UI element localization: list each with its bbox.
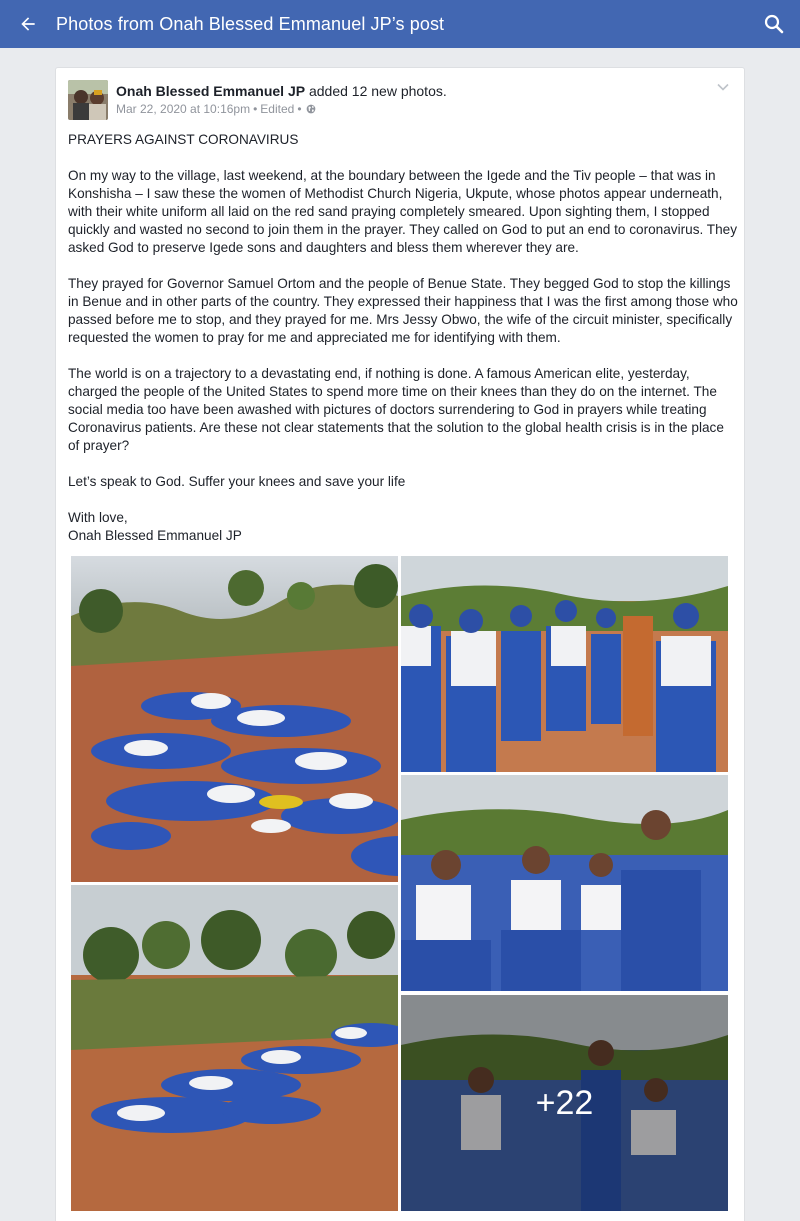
search-button[interactable] bbox=[762, 12, 786, 36]
post-timestamp[interactable]: Mar 22, 2020 at 10:16pm bbox=[116, 102, 251, 116]
post-paragraph: On my way to the village, last weekend, at the boundary between the Igede and the Tiv people – that was in Konshisha – I saw these the women of Methodist Church Nigeria, Ukpute, whose photos appear underneath, with their white uniform all laid on the red sand praying completely smeared. Upon sighting them, I stopped quickly and wasted no second to join them in the prayer. They called on God to put an end to coronavirus. They asked God to preserve Igede sons and daughters and bless them wherever they are. bbox=[68, 168, 738, 255]
meta-separator: • bbox=[297, 102, 302, 116]
arrow-left-icon bbox=[18, 14, 38, 34]
post-photo[interactable] bbox=[71, 556, 398, 882]
post-card bbox=[55, 67, 745, 1221]
meta-separator: • bbox=[253, 102, 258, 116]
globe-icon[interactable] bbox=[306, 104, 316, 114]
post-paragraph: Let’s speak to God. Suffer your knees and save your life bbox=[68, 474, 406, 489]
post-signature: Onah Blessed Emmanuel JP bbox=[68, 528, 242, 543]
author-line bbox=[116, 83, 447, 99]
top-app-bar bbox=[0, 0, 800, 48]
chevron-down-icon[interactable] bbox=[716, 80, 730, 94]
post-photo[interactable] bbox=[71, 885, 398, 1211]
post-signoff: With love, bbox=[68, 510, 128, 525]
edited-label[interactable]: Edited bbox=[260, 102, 295, 116]
post-paragraph: They prayed for Governor Samuel Ortom and the people of Benue State. They begged God to stop the killings in Benue and in other parts of the country. They expressed their happiness that I was the first among those who passed before me to stop, and they prayed for me. Mrs Jessy Obwo, the wife of the circuit minister, specifically requested the women to pray for me and appreciated me for identifying with them. bbox=[68, 276, 738, 345]
more-photos-tile[interactable] bbox=[401, 995, 728, 1211]
post-photo[interactable] bbox=[401, 775, 728, 991]
post-heading: PRAYERS AGAINST CORONAVIRUS bbox=[68, 132, 299, 147]
author-avatar[interactable] bbox=[68, 80, 108, 120]
post-action: added 12 new photos. bbox=[308, 83, 447, 99]
search-icon bbox=[762, 12, 786, 36]
post-paragraph: The world is on a trajectory to a devastating end, if nothing is done. A famous American elite, yesterday, charged the people of the United States to spend more time on their knees than they do on the internet. The social media too have been awashed with pictures of doctors surrendering to God in prayers while treating Coronavirus patients. Are these not clear statements that the solution to the global health crisis is in the place of prayer? bbox=[68, 366, 724, 453]
post-text bbox=[68, 131, 738, 545]
more-photos-count: +22 bbox=[401, 995, 728, 1211]
back-button[interactable] bbox=[0, 0, 56, 48]
post-photo[interactable] bbox=[401, 556, 728, 772]
post-meta bbox=[116, 102, 316, 116]
page-title: Photos from Onah Blessed Emmanuel JP’s post bbox=[56, 13, 445, 34]
author-name[interactable]: Onah Blessed Emmanuel JP bbox=[116, 83, 306, 99]
